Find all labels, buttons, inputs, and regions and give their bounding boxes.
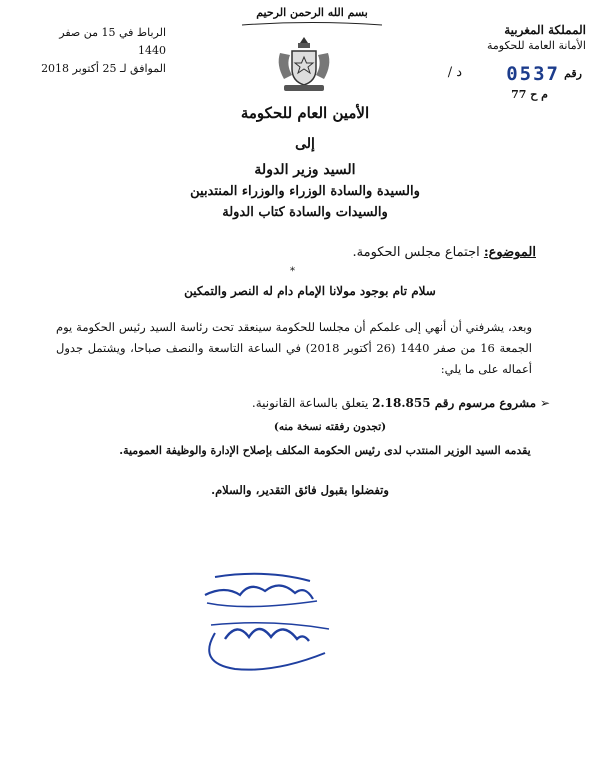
ref-slash: / د: [447, 65, 462, 80]
basmala-underline: [237, 20, 387, 30]
attachment-note: (تجدون رفقته نسخة منه): [273, 421, 387, 433]
agenda-item-bold: مشروع مرسوم رقم 2.18.855: [372, 396, 537, 410]
sender-title: الأمين العام للحكومة: [240, 104, 370, 122]
separator-star: *: [290, 266, 295, 277]
addressee-block: [120, 104, 490, 220]
presenter-line: يقدمه السيد الوزير المنتدب لدى رئيس الحكومة المكلف بإصلاح الإدارة والوظيفة العمومية.: [119, 444, 531, 457]
subject-text: اجتماع مجلس الحكومة.: [352, 245, 480, 260]
subject-label: الموضوع:: [483, 245, 536, 260]
addressee-line-2: والسيدة والسادة الوزراء والوزراء المنتدبين: [190, 184, 420, 199]
coat-of-arms-icon: [272, 33, 336, 95]
addressee-line-3: والسيدات والسادة كتاب الدولة: [222, 205, 388, 220]
to-label: إلى: [295, 136, 315, 152]
ref-number: 0537: [506, 63, 560, 85]
signature-block: [175, 565, 345, 675]
ref-label: رقم: [564, 67, 582, 80]
ref-sub: م ح 77: [511, 88, 548, 101]
kingdom-label: المملكة المغربية: [504, 23, 586, 37]
secretariat-label: الأمانة العامة للحكومة: [486, 39, 586, 52]
body-paragraph: وبعد، يشرفني أن أنهي إلى علمكم أن مجلسا للحكومة سينعقد تحت رئاسة السيد رئيس الحكومة يوم الجمعة 16 من صفر 1440 (26 أكتوبر 2018) في الساعة التاسعة والنصف صباحا، ويشتمل جدول أعماله على ما يلي:: [56, 320, 532, 376]
date-header: [36, 24, 166, 78]
agenda-item: [252, 396, 550, 410]
agenda-item-text: يتعلق بالساعة القانونية.: [251, 396, 369, 410]
subject-line: [353, 245, 537, 260]
ministry-header: [436, 22, 586, 54]
reference-number-row: [422, 63, 582, 87]
basmala: [237, 6, 387, 32]
bullet-icon: ➢: [539, 396, 550, 410]
addressee-line-1: السيد وزير الدولة: [254, 162, 356, 178]
signature-icon: [175, 565, 345, 675]
basmala-text: بسم الله الرحمن الرحيم: [256, 6, 368, 19]
place-date: الرباط في 15 من صفر 1440: [59, 26, 166, 57]
closing-line: وتفضلوا بقبول فائق التقدير، والسلام.: [211, 483, 389, 497]
gregorian-date: الموافق لـ 25 أكتوبر 2018: [41, 62, 166, 75]
greeting: سلام تام بوجود مولانا الإمام دام له النصر والتمكين: [184, 284, 436, 298]
